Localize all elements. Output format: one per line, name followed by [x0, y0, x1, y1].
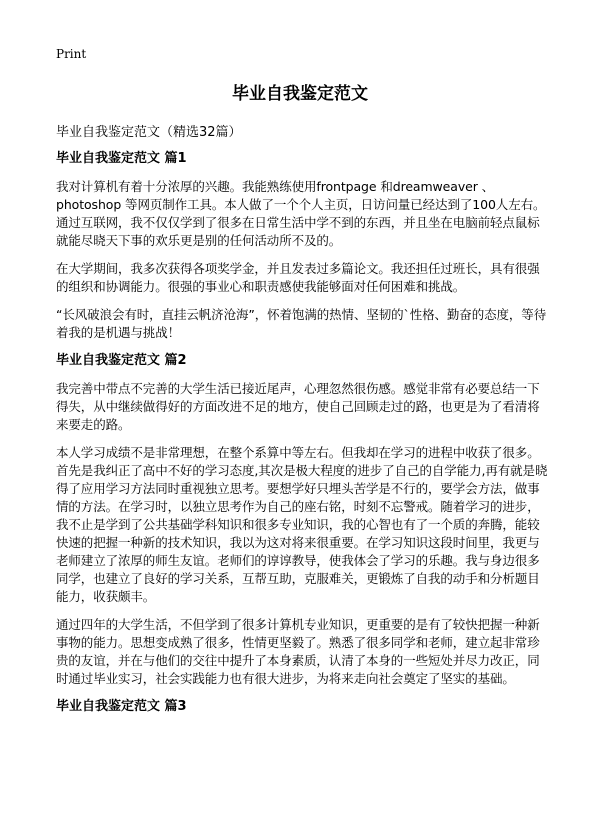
- paragraph: “长风破浪会有时，直挂云帆济沧海”，怀着饱满的热情、坚韧的`性格、勤奋的态度，等待着我的是机遇与挑战！: [56, 307, 547, 340]
- paragraph: 本人学习成绩不是非常理想，在整个系算中等左右。但我却在学习的进程中收获了很多。首先是我纠正了高中不好的学习态度,其次是极大程度的进步了自己的自学能力,再有就是晓得了应用学习方法同时重视独立思考。要想学好只埋头苦学是不行的，要学会方法，做事情的方法。在学习时，以独立思考作为自己的座右铭，时刻不忘警戒。随着学习的进步，我不止是学到了公共基础学科知识和很多专业知识，我的心智也有了一个质的奔腾，能较快速的把握一种新的技术知识，我以为这对将来很重要。在学习知识这段时间里，我更与老师建立了浓厚的师生友谊。老师们的谆谆教导，使我体会了学习的乐趣。我与身边很多同学，也建立了良好的学习关系，互帮互助，克服难关，更锻炼了自我的动手和分析题目能力，收获颇丰。: [56, 445, 548, 604]
- paragraph: 在大学期间，我多次获得各项奖学金，并且发表过多篇论文。我还担任过班长，具有很强的组织和协调能力。很强的事业心和职责感使我能够面对任何困难和挑战。: [56, 261, 540, 294]
- section-heading: 毕业自我鉴定范文 篇2: [56, 353, 187, 368]
- document-subtitle: 毕业自我鉴定范文（精选32篇）: [56, 125, 242, 140]
- paragraph: 我完善中带点不完善的大学生活已接近尾声，心理忽然很伤感。感觉非常有必要总结一下得失，从中继续做得好的方面改进不足的地方，使自己回顾走过的路，也更是为了看清将来要走的路。: [56, 381, 540, 432]
- article-body: [56, 150, 551, 726]
- paragraph: 通过四年的大学生活，不但学到了很多计算机专业知识，更重要的是有了较快把握一种新事物的能力。思想变成熟了很多，性情更坚毅了。熟悉了很多同学和老师，建立起非常珍贵的友谊，并在与他们的交往中提升了本身素质，认清了本身的一些短处并尽力改正，同时通过毕业实习，社会实践能力也有很大进步，为将来走向社会奠定了坚实的基础。: [56, 617, 540, 686]
- paragraph: 我对计算机有着十分浓厚的兴趣。我能熟练使用frontpage 和dreamweaver 、photoshop 等网页制作工具。本人做了一个个人主页，日访问量已经达到了100人左右。通过互联网，我不仅仅学到了很多在日常生活中学不到的东西，并且坐在电脑前轻点鼠标就能尽晓天下事的欢乐更是别的任何活动所不及的。: [56, 179, 546, 248]
- section-3: [56, 698, 551, 716]
- print-link[interactable]: Print: [56, 47, 87, 61]
- section-heading: 毕业自我鉴定范文 篇3: [56, 699, 187, 714]
- section-1: [56, 150, 551, 342]
- section-2: [56, 352, 551, 688]
- section-heading: 毕业自我鉴定范文 篇1: [56, 151, 187, 166]
- page-title: 毕业自我鉴定范文: [232, 84, 368, 104]
